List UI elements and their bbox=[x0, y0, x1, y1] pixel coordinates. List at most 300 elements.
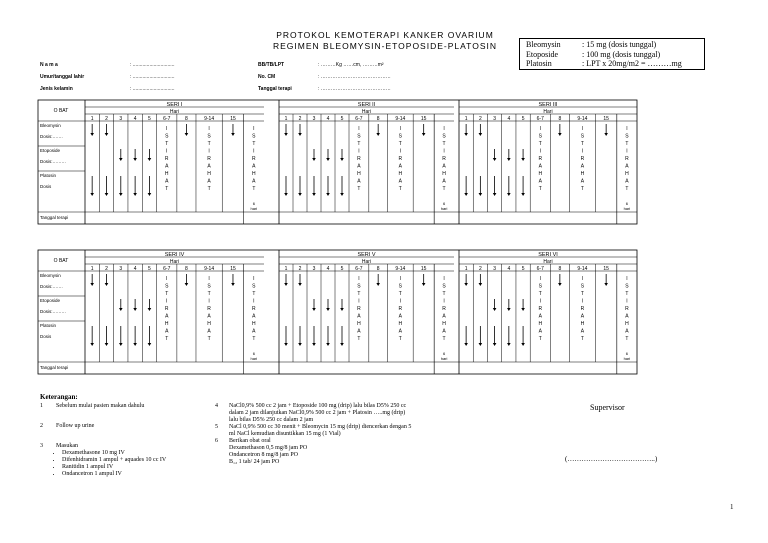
istirahat-letter: T bbox=[398, 336, 402, 342]
istirahat-letter: A bbox=[165, 163, 169, 170]
istirahat-letter: I bbox=[626, 126, 628, 132]
istirahat-letter: I bbox=[399, 126, 402, 132]
hari-label: Hari bbox=[361, 259, 372, 265]
istirahat-letter: S bbox=[398, 283, 403, 290]
day-header: 15 bbox=[420, 266, 427, 272]
note-item-4: 4 NaCl0,9% 500 cc 2 jam + Etoposide 100 mg (drip) lalu bilas D5% 250 cc dalam 2 jam dilanjutkan NaCl0,9% 500 cc 2 jam + Platosin …..mg (drip) lalu bilas D5% 250 cc dalam 2 jam bbox=[215, 403, 407, 423]
down-arrow-icon bbox=[479, 133, 483, 136]
day-header: 2 bbox=[298, 116, 302, 122]
down-arrow-icon bbox=[507, 193, 511, 196]
istirahat-letter: T bbox=[207, 141, 211, 147]
day-header: 4 bbox=[133, 266, 137, 272]
six-hari-number: 6 bbox=[442, 201, 446, 206]
tanggal-terapi-label: Tanggal terapi bbox=[40, 365, 69, 370]
day-header: 6-7 bbox=[355, 116, 363, 122]
istirahat-letter: I bbox=[443, 298, 445, 305]
istirahat-letter: I bbox=[166, 276, 168, 282]
istirahat-letter: A bbox=[580, 178, 585, 185]
istirahat-letter: R bbox=[398, 156, 403, 162]
day-header: 6-7 bbox=[163, 116, 171, 122]
supervisor-signature-field[interactable]: (………………………………..) bbox=[565, 455, 658, 463]
down-arrow-icon bbox=[119, 193, 123, 196]
istirahat-letter: T bbox=[165, 141, 169, 147]
drug-dosis-platosin: Dosis bbox=[40, 184, 52, 189]
down-arrow-icon bbox=[231, 133, 235, 136]
istirahat-letter: S bbox=[580, 283, 585, 290]
dosage-row-platosin: Platosin : LPT x 20mg/m2 = ………mg bbox=[526, 59, 682, 68]
istirahat-letter: H bbox=[398, 321, 403, 327]
istirahat-letter: I bbox=[399, 276, 402, 282]
day-header: 9-14 bbox=[204, 266, 215, 272]
istirahat-letter: R bbox=[442, 306, 446, 312]
hari-label: Hari bbox=[543, 109, 553, 115]
down-arrow-icon bbox=[340, 343, 344, 346]
day-header: 8 bbox=[376, 116, 380, 122]
down-arrow-icon bbox=[464, 343, 468, 346]
hari-label: Hari bbox=[169, 259, 180, 265]
istirahat-letter: T bbox=[165, 186, 169, 192]
istirahat-letter: S bbox=[538, 133, 542, 140]
down-arrow-icon bbox=[133, 193, 137, 196]
six-hari-label: hari bbox=[440, 206, 448, 211]
down-arrow-icon bbox=[284, 283, 288, 286]
down-arrow-icon bbox=[340, 308, 344, 311]
istirahat-letter: R bbox=[357, 306, 361, 312]
series-header: SERI III bbox=[538, 102, 558, 108]
six-hari-label: hari bbox=[250, 356, 258, 361]
down-arrow-icon bbox=[119, 343, 123, 346]
istirahat-letter: I bbox=[581, 126, 584, 132]
istirahat-letter: A bbox=[357, 328, 361, 335]
down-arrow-icon bbox=[326, 343, 330, 346]
istirahat-letter: A bbox=[398, 163, 403, 170]
day-header: 3 bbox=[312, 116, 316, 122]
istirahat-letter: A bbox=[625, 163, 629, 170]
day-header: 15 bbox=[230, 266, 236, 272]
cm-label: No. CM bbox=[258, 74, 276, 80]
istirahat-letter: A bbox=[252, 163, 256, 170]
keterangan-left bbox=[40, 403, 210, 478]
istirahat-letter: I bbox=[539, 148, 541, 155]
istirahat-letter: A bbox=[442, 178, 446, 185]
down-arrow-icon bbox=[479, 283, 483, 286]
down-arrow-icon bbox=[521, 308, 525, 311]
istirahat-letter: I bbox=[253, 298, 255, 305]
day-header: 8 bbox=[558, 116, 562, 122]
day-header: 5 bbox=[521, 266, 525, 272]
day-header: 2 bbox=[105, 116, 108, 122]
hari-label: Hari bbox=[361, 109, 372, 115]
day-header: 15 bbox=[230, 116, 236, 122]
istirahat-letter: A bbox=[538, 163, 542, 170]
cm-field[interactable]: : …………………………………… bbox=[318, 74, 391, 80]
drug-name-platosin: Platosin bbox=[40, 173, 57, 178]
istirahat-letter: A bbox=[357, 163, 361, 170]
down-arrow-icon bbox=[422, 133, 426, 136]
istirahat-letter: I bbox=[358, 276, 360, 282]
istirahat-letter: A bbox=[357, 313, 361, 320]
day-header: 5 bbox=[148, 116, 151, 122]
down-arrow-icon bbox=[493, 193, 497, 196]
istirahat-letter: R bbox=[252, 306, 256, 312]
down-arrow-icon bbox=[133, 308, 137, 311]
down-arrow-icon bbox=[298, 193, 302, 196]
down-arrow-icon bbox=[558, 133, 562, 136]
bb-label: BB/TB/LPT bbox=[258, 62, 285, 68]
istirahat-letter: I bbox=[358, 126, 360, 132]
istirahat-letter: S bbox=[357, 133, 361, 140]
dosage-row-etoposide: Etoposide : 100 mg (dosis tunggal) bbox=[526, 49, 661, 59]
istirahat-letter: S bbox=[207, 133, 211, 140]
down-arrow-icon bbox=[326, 308, 330, 311]
down-arrow-icon bbox=[105, 193, 109, 196]
day-header: 5 bbox=[521, 116, 525, 122]
istirahat-letter: I bbox=[443, 276, 445, 282]
supervisor-label: Supervisor bbox=[590, 403, 625, 412]
down-arrow-icon bbox=[90, 283, 94, 286]
six-hari-number: 6 bbox=[252, 201, 255, 206]
day-header: 9-14 bbox=[577, 116, 588, 122]
six-hari-number: 6 bbox=[625, 351, 629, 356]
istirahat-letter: A bbox=[625, 178, 629, 185]
down-arrow-icon bbox=[298, 283, 302, 286]
down-arrow-icon bbox=[312, 193, 316, 196]
drug-dosis-bleomysin: Dosis:……. bbox=[40, 134, 63, 139]
istirahat-letter: S bbox=[442, 283, 446, 290]
day-header: 3 bbox=[312, 266, 316, 272]
down-arrow-icon bbox=[493, 343, 497, 346]
day-header: 6-7 bbox=[536, 116, 544, 122]
six-hari-label: hari bbox=[623, 206, 631, 211]
down-arrow-icon bbox=[148, 193, 152, 196]
down-arrow-icon bbox=[479, 343, 483, 346]
istirahat-letter: H bbox=[538, 321, 543, 327]
day-header: 1 bbox=[90, 266, 94, 272]
day-header: 4 bbox=[133, 116, 137, 122]
istirahat-letter: T bbox=[538, 141, 542, 147]
day-header: 9-14 bbox=[577, 266, 588, 272]
istirahat-letter: R bbox=[442, 156, 446, 162]
sex-field[interactable]: : .............................. bbox=[130, 86, 175, 92]
istirahat-letter: A bbox=[165, 313, 169, 320]
istirahat-letter: T bbox=[357, 186, 361, 192]
obat-header: O BAT bbox=[53, 258, 69, 264]
istirahat-letter: R bbox=[252, 156, 256, 162]
istirahat-letter: H bbox=[357, 321, 361, 327]
down-arrow-icon bbox=[521, 158, 525, 161]
istirahat-letter: I bbox=[358, 148, 360, 155]
istirahat-letter: H bbox=[207, 321, 211, 327]
note-item-3-bullets bbox=[46, 450, 210, 478]
day-header: 1 bbox=[284, 266, 288, 272]
istirahat-letter: I bbox=[253, 276, 255, 282]
day-header: 4 bbox=[326, 266, 330, 272]
istirahat-letter: H bbox=[252, 171, 256, 177]
note-item-2: 2 Follow up urine bbox=[40, 423, 95, 429]
istirahat-letter: T bbox=[625, 186, 629, 192]
istirahat-letter: T bbox=[538, 186, 542, 192]
down-arrow-icon bbox=[284, 133, 288, 136]
down-arrow-icon bbox=[105, 343, 109, 346]
six-hari-number: 6 bbox=[625, 201, 629, 206]
tanggal-terapi-label: Tanggal terapi bbox=[40, 215, 69, 220]
istirahat-letter: T bbox=[580, 336, 584, 342]
istirahat-letter: A bbox=[538, 178, 542, 185]
drug-dosis-etoposide: Dosis:……… bbox=[40, 159, 67, 164]
down-arrow-icon bbox=[284, 193, 288, 196]
istirahat-letter: A bbox=[165, 328, 169, 335]
obat-header: O BAT bbox=[53, 108, 69, 114]
keterangan-right bbox=[215, 403, 515, 466]
six-hari-label: hari bbox=[250, 206, 258, 211]
istirahat-letter: H bbox=[580, 321, 585, 327]
bullet-ondancetron: • Ondancetron 1 ampul IV bbox=[62, 471, 210, 478]
series-header: SERI I bbox=[166, 102, 183, 108]
istirahat-letter: R bbox=[207, 306, 211, 312]
istirahat-letter: I bbox=[166, 298, 168, 305]
istirahat-letter: T bbox=[442, 291, 446, 297]
day-header: 9-14 bbox=[395, 266, 406, 272]
drug-name-bleomysin: Bleomysin bbox=[40, 123, 61, 128]
drug-name-etoposide: Etoposide bbox=[40, 298, 61, 303]
istirahat-letter: H bbox=[164, 321, 169, 327]
istirahat-letter: T bbox=[625, 291, 629, 297]
istirahat-letter: I bbox=[166, 126, 168, 132]
istirahat-letter: A bbox=[398, 178, 403, 185]
istirahat-letter: S bbox=[165, 283, 169, 290]
therapy-date-label: Tanggal terapi bbox=[258, 86, 292, 92]
istirahat-letter: A bbox=[538, 313, 542, 320]
day-header: 6-7 bbox=[536, 266, 544, 272]
day-header: 2 bbox=[105, 266, 108, 272]
istirahat-letter: I bbox=[208, 276, 210, 282]
day-header: 2 bbox=[478, 116, 482, 122]
down-arrow-icon bbox=[298, 133, 302, 136]
istirahat-letter: I bbox=[208, 126, 210, 132]
istirahat-letter: T bbox=[357, 336, 361, 342]
istirahat-letter: S bbox=[357, 283, 361, 290]
down-arrow-icon bbox=[312, 158, 316, 161]
istirahat-letter: T bbox=[165, 336, 169, 342]
istirahat-letter: A bbox=[398, 313, 403, 320]
down-arrow-icon bbox=[558, 283, 562, 286]
down-arrow-icon bbox=[479, 193, 483, 196]
istirahat-letter: I bbox=[626, 276, 628, 282]
istirahat-letter: T bbox=[207, 336, 211, 342]
istirahat-letter: R bbox=[398, 306, 403, 312]
therapy-date-field[interactable]: : …………………………………… bbox=[318, 86, 391, 92]
istirahat-letter: I bbox=[399, 148, 402, 155]
down-arrow-icon bbox=[284, 343, 288, 346]
istirahat-letter: I bbox=[539, 298, 541, 305]
istirahat-letter: T bbox=[252, 291, 256, 297]
drug-name-bleomysin: Bleomysin bbox=[40, 273, 61, 278]
istirahat-letter: A bbox=[442, 163, 446, 170]
istirahat-letter: T bbox=[442, 186, 446, 192]
document-title-line1: PROTOKOL KEMOTERAPI KANKER OVARIUM bbox=[276, 30, 494, 40]
down-arrow-icon bbox=[507, 308, 511, 311]
day-header: 2 bbox=[298, 266, 302, 272]
series-header: SERI V bbox=[357, 252, 376, 258]
down-arrow-icon bbox=[185, 133, 189, 136]
down-arrow-icon bbox=[507, 158, 511, 161]
down-arrow-icon bbox=[604, 133, 608, 136]
name-field[interactable]: : .............................. bbox=[130, 62, 175, 68]
istirahat-letter: A bbox=[207, 163, 211, 170]
down-arrow-icon bbox=[604, 283, 608, 286]
day-header: 2 bbox=[478, 266, 482, 272]
day-header: 15 bbox=[420, 116, 427, 122]
istirahat-letter: H bbox=[398, 171, 403, 177]
day-header: 4 bbox=[507, 116, 511, 122]
istirahat-letter: A bbox=[625, 313, 629, 320]
istirahat-letter: H bbox=[538, 171, 543, 177]
istirahat-letter: A bbox=[165, 178, 169, 185]
day-header: 4 bbox=[507, 266, 511, 272]
down-arrow-icon bbox=[298, 343, 302, 346]
note-item-5: 5 NaCl 0,9% 500 cc 30 menit + Bleomycin 15 mg (drip) diencerkan dengan 5 ml NaCl kemudian disuntikkan 15 mg (1 Vial) bbox=[215, 424, 412, 437]
istirahat-letter: T bbox=[252, 141, 256, 147]
drug-dosis-bleomysin: Dosis:……. bbox=[40, 284, 63, 289]
istirahat-letter: S bbox=[252, 283, 256, 290]
down-arrow-icon bbox=[376, 283, 380, 286]
day-header: 3 bbox=[493, 266, 496, 272]
istirahat-letter: H bbox=[252, 321, 256, 327]
down-arrow-icon bbox=[185, 283, 189, 286]
istirahat-letter: T bbox=[252, 186, 256, 192]
istirahat-letter: A bbox=[398, 328, 403, 335]
day-header: 3 bbox=[119, 116, 123, 122]
istirahat-letter: A bbox=[207, 313, 211, 320]
down-arrow-icon bbox=[312, 308, 316, 311]
down-arrow-icon bbox=[493, 308, 497, 311]
istirahat-letter: H bbox=[580, 171, 585, 177]
istirahat-letter: S bbox=[580, 133, 585, 140]
istirahat-letter: T bbox=[357, 291, 361, 297]
istirahat-letter: H bbox=[207, 171, 211, 177]
day-header: 5 bbox=[340, 116, 344, 122]
series-header: SERI VI bbox=[538, 252, 558, 258]
day-header: 8 bbox=[185, 266, 188, 272]
istirahat-letter: T bbox=[442, 141, 446, 147]
down-arrow-icon bbox=[326, 158, 330, 161]
day-header: 5 bbox=[340, 266, 344, 272]
istirahat-letter: I bbox=[539, 126, 541, 132]
istirahat-letter: R bbox=[538, 156, 543, 162]
istirahat-letter: R bbox=[164, 306, 169, 312]
istirahat-letter: A bbox=[207, 328, 211, 335]
dosage-row-bleomysin: Bleomysin : 15 mg (dosis tunggal) bbox=[526, 40, 657, 49]
istirahat-letter: S bbox=[252, 133, 256, 140]
istirahat-letter: R bbox=[625, 306, 629, 312]
istirahat-letter: I bbox=[208, 148, 210, 155]
down-arrow-icon bbox=[119, 308, 123, 311]
istirahat-letter: R bbox=[357, 156, 361, 162]
istirahat-letter: I bbox=[399, 298, 402, 305]
istirahat-letter: I bbox=[208, 298, 210, 305]
hari-label: Hari bbox=[169, 109, 180, 115]
down-arrow-icon bbox=[507, 343, 511, 346]
day-header: 8 bbox=[558, 266, 562, 272]
note-item-6: 6 Berikan obat oral Dexamethason 0,5 mg/8 jam PO Ondancetron 8 mg/8 jam PO B₁₂ 1 tab/ 24 jam PO bbox=[215, 438, 308, 465]
istirahat-letter: H bbox=[442, 321, 446, 327]
istirahat-letter: R bbox=[625, 156, 629, 162]
note-item-3: 3 Masukan bbox=[40, 443, 78, 449]
istirahat-letter: A bbox=[252, 328, 256, 335]
istirahat-letter: H bbox=[625, 321, 629, 327]
istirahat-letter: I bbox=[443, 148, 445, 155]
day-header: 9-14 bbox=[395, 116, 406, 122]
day-header: 3 bbox=[493, 116, 496, 122]
istirahat-letter: A bbox=[442, 313, 446, 320]
down-arrow-icon bbox=[422, 283, 426, 286]
down-arrow-icon bbox=[326, 193, 330, 196]
istirahat-letter: S bbox=[398, 133, 403, 140]
six-hari-number: 6 bbox=[252, 351, 255, 356]
istirahat-letter: A bbox=[207, 178, 211, 185]
istirahat-letter: H bbox=[164, 171, 169, 177]
bullet-dexamethasone: • Dexamethasone 10 mg IV bbox=[62, 450, 210, 457]
down-arrow-icon bbox=[493, 158, 497, 161]
istirahat-letter: I bbox=[166, 148, 168, 155]
istirahat-letter: A bbox=[252, 178, 256, 185]
istirahat-letter: T bbox=[252, 336, 256, 342]
down-arrow-icon bbox=[105, 133, 109, 136]
istirahat-letter: T bbox=[538, 336, 542, 342]
age-label: Umur/tanggal lahir bbox=[40, 74, 85, 80]
down-arrow-icon bbox=[464, 193, 468, 196]
istirahat-letter: A bbox=[580, 163, 585, 170]
page-number: 1 bbox=[730, 503, 734, 511]
down-arrow-icon bbox=[105, 283, 109, 286]
istirahat-letter: A bbox=[357, 178, 361, 185]
day-header: 9-14 bbox=[204, 116, 215, 122]
istirahat-letter: T bbox=[625, 141, 629, 147]
istirahat-letter: I bbox=[581, 276, 584, 282]
drug-dosis-platosin: Dosis bbox=[40, 334, 52, 339]
age-field[interactable]: : .............................. bbox=[130, 74, 175, 80]
istirahat-letter: A bbox=[442, 328, 446, 335]
day-header: 1 bbox=[284, 116, 288, 122]
istirahat-letter: S bbox=[207, 283, 211, 290]
istirahat-letter: R bbox=[164, 156, 169, 162]
istirahat-letter: I bbox=[581, 148, 584, 155]
down-arrow-icon bbox=[119, 158, 123, 161]
six-hari-number: 6 bbox=[442, 351, 446, 356]
istirahat-letter: S bbox=[625, 133, 629, 140]
drug-name-etoposide: Etoposide bbox=[40, 148, 61, 153]
bullet-ranitidin: • Ranitidin 1 ampul IV bbox=[62, 464, 210, 471]
day-header: 8 bbox=[376, 266, 380, 272]
sex-label: Jenis kelamin bbox=[40, 86, 73, 92]
istirahat-letter: T bbox=[538, 291, 542, 297]
down-arrow-icon bbox=[231, 283, 235, 286]
istirahat-letter: A bbox=[580, 313, 585, 320]
istirahat-letter: A bbox=[538, 328, 542, 335]
document-title-line2: REGIMEN BLEOMYSIN-ETOPOSIDE-PLATOSIN bbox=[273, 41, 497, 51]
istirahat-letter: H bbox=[442, 171, 446, 177]
down-arrow-icon bbox=[521, 343, 525, 346]
bb-field[interactable]: : ………Kg ……cm, ………m² bbox=[318, 62, 384, 68]
down-arrow-icon bbox=[90, 343, 94, 346]
istirahat-letter: T bbox=[580, 186, 584, 192]
istirahat-letter: T bbox=[207, 186, 211, 192]
down-arrow-icon bbox=[90, 133, 94, 136]
day-header: 1 bbox=[90, 116, 94, 122]
day-header: 15 bbox=[603, 116, 609, 122]
series-header: SERI IV bbox=[164, 252, 185, 258]
istirahat-letter: I bbox=[539, 276, 541, 282]
